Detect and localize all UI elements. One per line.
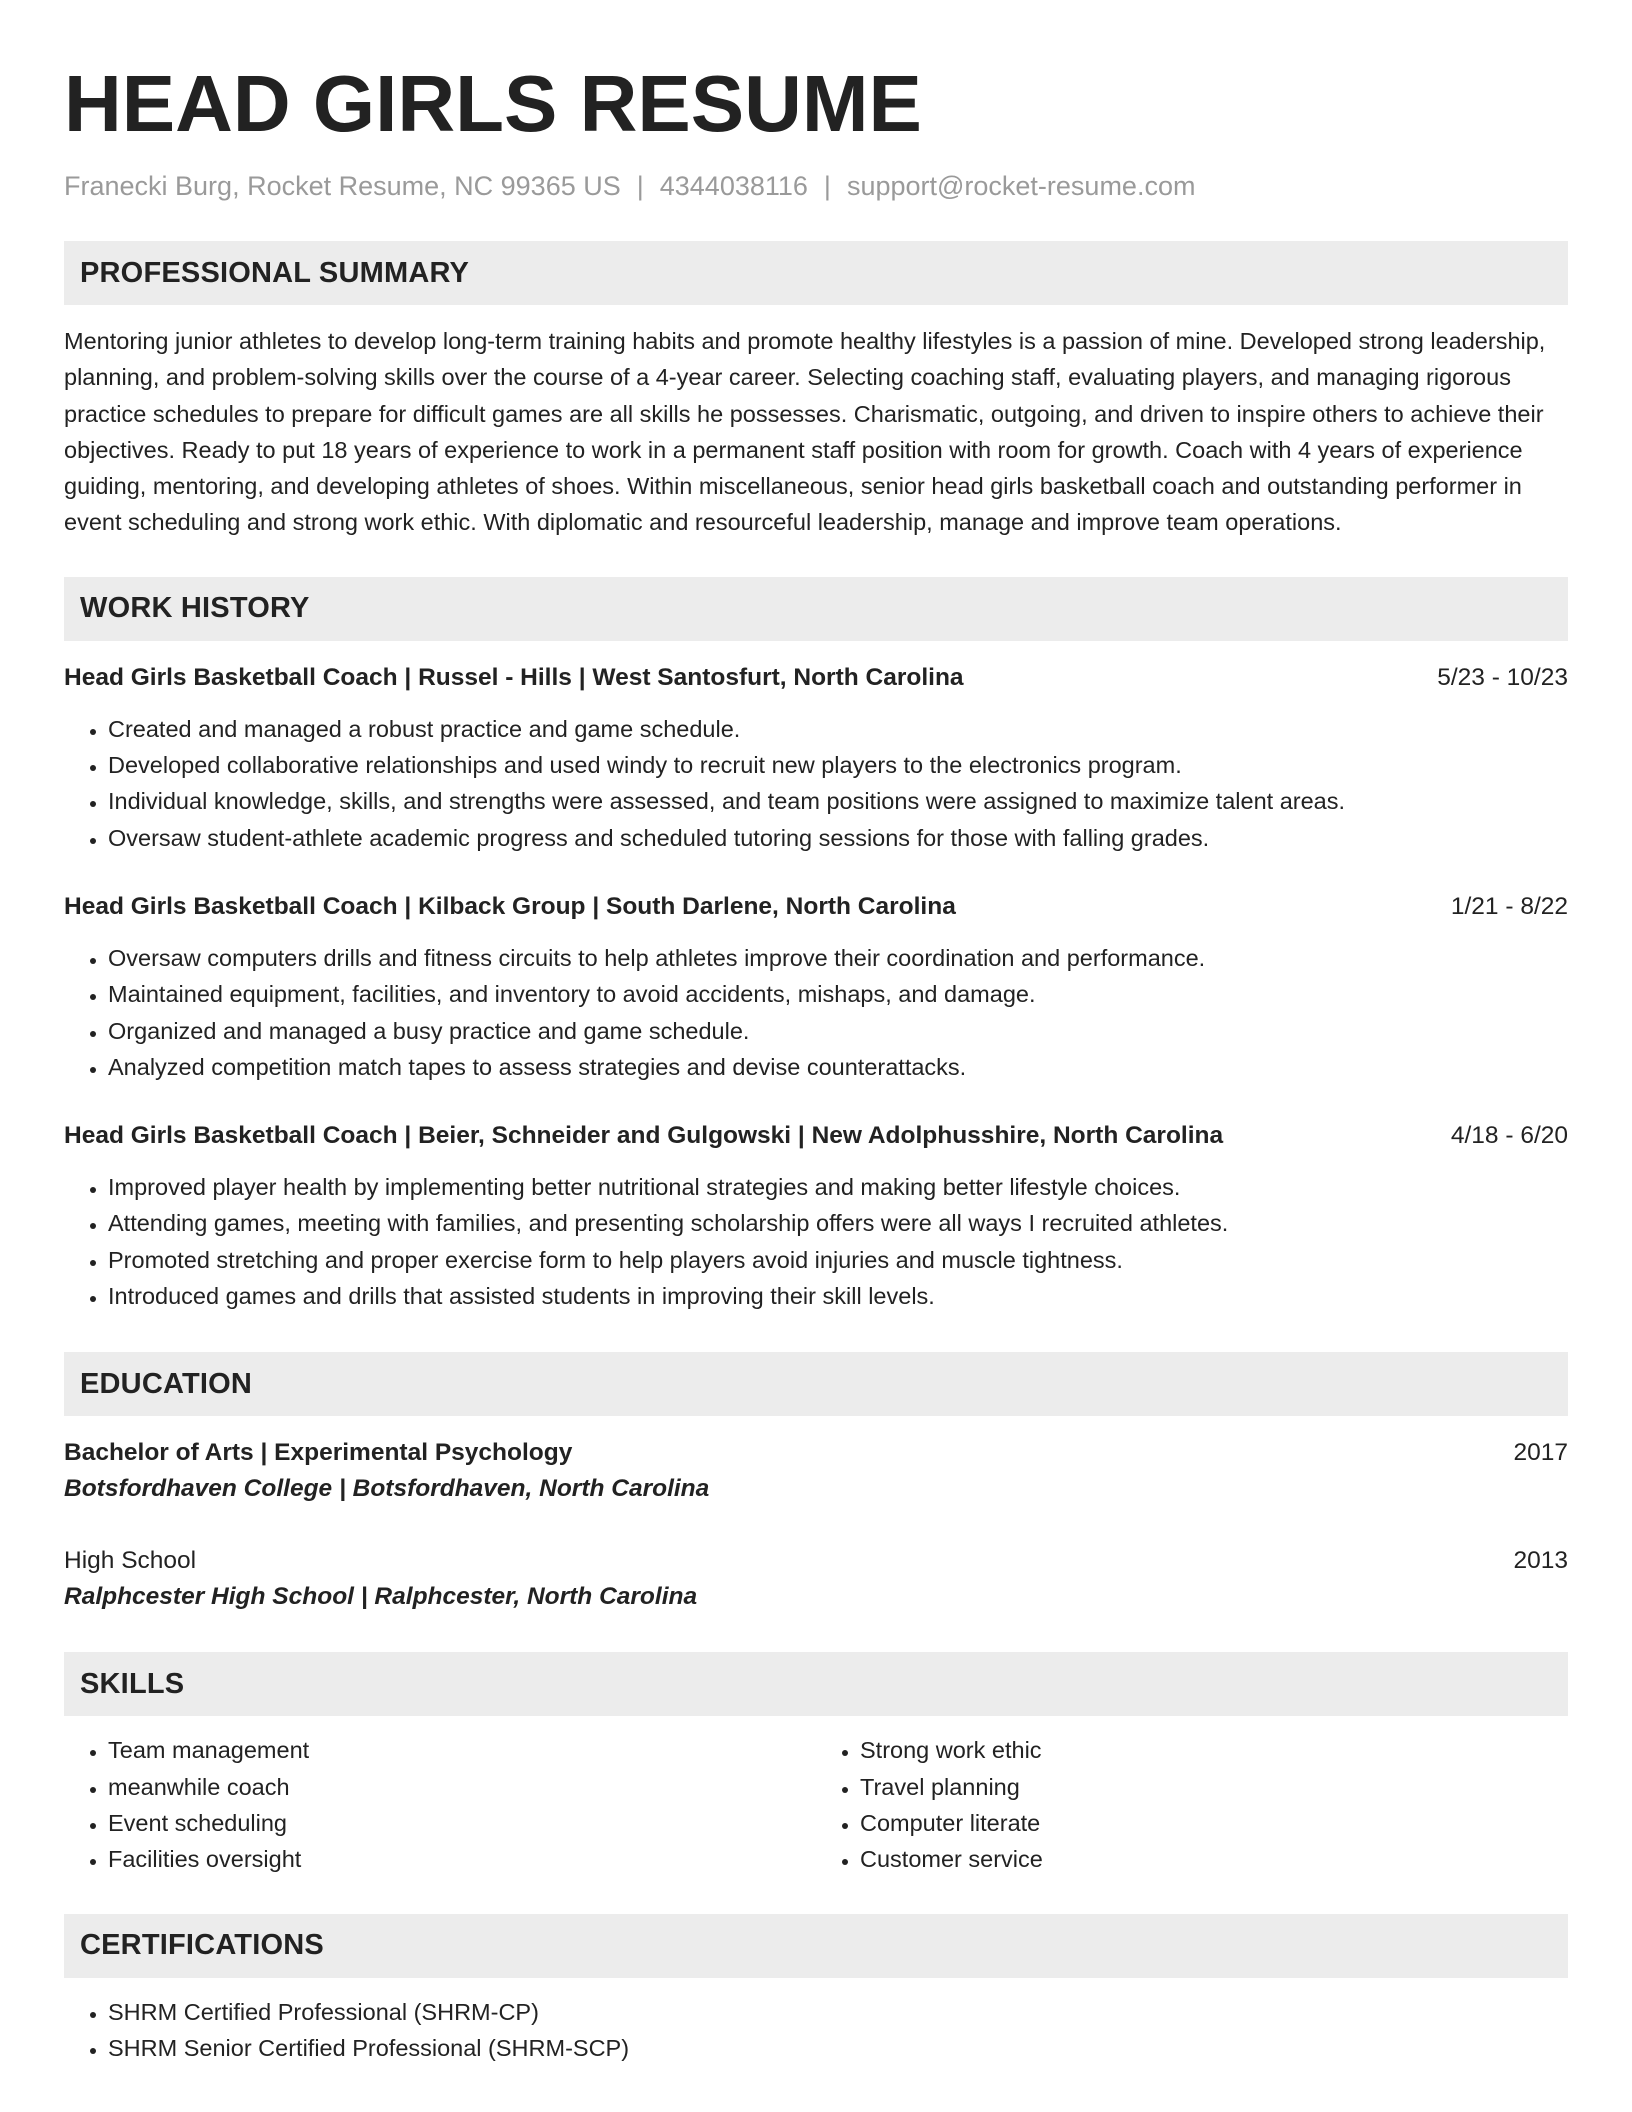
summary-heading: PROFESSIONAL SUMMARY <box>64 241 1568 305</box>
job-bullets <box>64 940 1568 1085</box>
education-school: Botsfordhaven College | Botsfordhaven, North Carolina <box>64 1475 710 1503</box>
job-bullet: • Organized and managed a busy practice and game schedule. <box>108 1013 1568 1049</box>
certification-item: • SHRM Senior Certified Professional (SHRM-SCP) <box>108 2030 1568 2066</box>
job-dates: 5/23 - 10/23 <box>1437 663 1568 691</box>
job-bullet: • Analyzed competition match tapes to assess strategies and devise counterattacks. <box>108 1049 1568 1085</box>
job-entry <box>64 1119 1568 1314</box>
job-bullet: • Introduced games and drills that assisted students in improving their skill levels. <box>108 1278 1568 1314</box>
contact-separator: | <box>823 171 831 201</box>
education-year: 2017 <box>1513 1439 1568 1467</box>
certification-item: • SHRM Certified Professional (SHRM-CP) <box>108 1994 1568 2030</box>
job-bullet: • Developed collaborative relationships and used windy to recruit new players to the electronics program. <box>108 747 1568 783</box>
contact-line <box>64 168 1568 204</box>
skills-heading: SKILLS <box>64 1652 1568 1716</box>
skill-item: • Computer literate <box>860 1805 1568 1841</box>
job-title: Head Girls Basketball Coach | Beier, Schneider and Gulgowski | New Adolphusshire, North Carolina <box>64 1122 1224 1150</box>
contact-separator: | <box>636 171 644 201</box>
skill-item: • Event scheduling <box>108 1805 816 1841</box>
skill-item: • Customer service <box>860 1841 1568 1877</box>
job-entry <box>64 661 1568 856</box>
certifications-heading: CERTIFICATIONS <box>64 1914 1568 1978</box>
job-bullet: • Created and managed a robust practice and game schedule. <box>108 711 1568 747</box>
education-heading: EDUCATION <box>64 1352 1568 1416</box>
skill-item: • Strong work ethic <box>860 1732 1568 1768</box>
job-title: Head Girls Basketball Coach | Russel - Hills | West Santosfurt, North Carolina <box>64 663 964 691</box>
skill-item: • meanwhile coach <box>108 1769 816 1805</box>
job-bullets <box>64 1169 1568 1314</box>
resume-name: HEAD GIRLS RESUME <box>64 59 922 148</box>
contact-email: support@rocket-resume.com <box>846 171 1196 201</box>
skill-item: • Team management <box>108 1732 816 1768</box>
certifications-section <box>64 1994 1568 2067</box>
contact-address: Franecki Burg, Rocket Resume, NC 99365 US <box>64 171 621 201</box>
job-bullet: • Maintained equipment, facilities, and inventory to avoid accidents, mishaps, and damage. <box>108 976 1568 1012</box>
job-bullet: • Attending games, meeting with families, and presenting scholarship offers were all ways I recruited athletes. <box>108 1205 1568 1241</box>
work-history-heading: WORK HISTORY <box>64 577 1568 641</box>
skills-columns <box>64 1732 1568 1877</box>
education-degree: Bachelor of Arts | Experimental Psychology <box>64 1439 573 1467</box>
job-bullet: • Oversaw computers drills and fitness circuits to help athletes improve their coordination and performance. <box>108 940 1568 976</box>
education-degree: High School <box>64 1547 197 1575</box>
contact-phone: 4344038116 <box>659 171 808 201</box>
job-bullets <box>64 711 1568 856</box>
summary-text: Mentoring junior athletes to develop long-term training habits and promote healthy lifestyles is a passion of mine. Developed strong leadership, planning, and problem-solving skills over the course of a 4-year career. Selecting coaching staff, evaluating players, and managing rigorous practice schedules to prepare for difficult games are all skills he possesses. Charismatic, outgoing, and driven to inspire others to achieve their objectives. Ready to put 18 years of experience to work in a permanent staff position with room for growth. Coach with 4 years of experience guiding, mentoring, and developing athletes of shoes. Within miscellaneous, senior head girls basketball coach and outstanding performer in event scheduling and strong work ethic. With diplomatic and resourceful leadership, manage and improve team operations. <box>64 328 1546 536</box>
skills-list-left <box>64 1732 816 1877</box>
job-bullet: • Individual knowledge, skills, and strengths were assessed, and team positions were assigned to maximize talent areas. <box>108 783 1568 819</box>
job-bullet: • Oversaw student-athlete academic progress and scheduled tutoring sessions for those with falling grades. <box>108 820 1568 856</box>
job-dates: 1/21 - 8/22 <box>1450 892 1568 920</box>
skills-list-right <box>816 1732 1568 1877</box>
job-title: Head Girls Basketball Coach | Kilback Group | South Darlene, North Carolina <box>64 892 956 920</box>
job-dates: 4/18 - 6/20 <box>1450 1122 1568 1150</box>
job-bullet: • Improved player health by implementing better nutritional strategies and making better lifestyle choices. <box>108 1169 1568 1205</box>
certifications-list <box>64 1994 1568 2067</box>
job-entry <box>64 890 1568 1085</box>
education-school: Ralphcester High School | Ralphcester, North Carolina <box>64 1583 698 1611</box>
job-bullet: • Promoted stretching and proper exercise form to help players avoid injuries and muscle tightness. <box>108 1242 1568 1278</box>
skill-item: • Travel planning <box>860 1769 1568 1805</box>
education-year: 2013 <box>1513 1547 1568 1575</box>
resume-page <box>64 0 1568 2066</box>
education-entry <box>64 1436 1568 1508</box>
skill-item: • Facilities oversight <box>108 1841 816 1877</box>
education-entry <box>64 1544 1568 1616</box>
